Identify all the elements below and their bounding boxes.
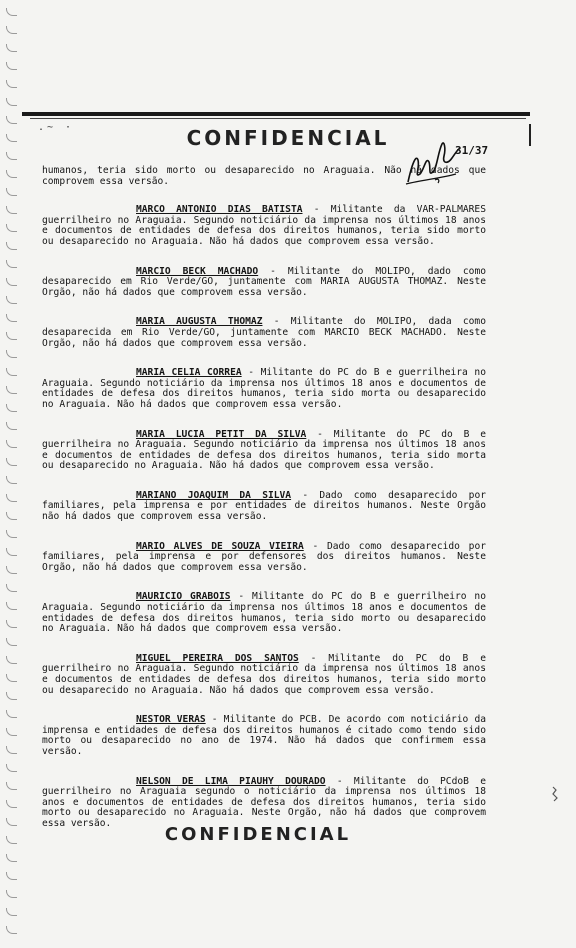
entry-text: - Dado como desaparecido por familiares, pela imprensa e por defensores dos direitos humanos. Neste Orgão, não há dados que comprovem essa versão. [42, 540, 486, 573]
document-body [42, 166, 486, 849]
binding-ring [6, 80, 17, 88]
entry-paragraph [42, 430, 486, 472]
entry-text: - Militante do PC do B e guerrilheiro no Araguaia. Segundo noticiário da imprensa nos últimos 18 anos e documentos de entidades de defesa dos direitos humanos, teria sido morto ou desaparecido no Araguaia. Não há dados que comprovem essa versão. [42, 652, 486, 696]
entry-paragraph [42, 267, 486, 299]
binding-ring [6, 746, 17, 754]
scan-marks: .~ · [38, 122, 75, 133]
binding-ring [6, 476, 17, 484]
binding-ring [6, 296, 17, 304]
entry-paragraph [42, 317, 486, 349]
binding-ring [6, 908, 17, 916]
entry-name: MARCIO BECK MACHADO [136, 265, 259, 277]
binding-ring [6, 872, 17, 880]
entry-name: MIGUEL PEREIRA DOS SANTOS [136, 652, 299, 664]
margin-scribble [551, 786, 559, 802]
entry-name: MARIA AUGUSTA THOMAZ [136, 316, 263, 328]
entry-paragraph [42, 542, 486, 574]
confidential-stamp-top: CONFIDENCIAL [186, 126, 390, 150]
entry-name: MARIA CELIA CORREA [136, 367, 242, 379]
binding-ring [6, 98, 17, 106]
binding-ring [6, 116, 17, 124]
entry-text: - Militante do MOLIPO, dado como desaparecido em Rio Verde/GO, juntamente com MARIA AUGUSTA THOMAZ. Neste Orgão, não há dados que comprovem essa versão. [42, 265, 486, 298]
confidential-stamp-bottom: CONFIDENCIAL [164, 824, 352, 845]
page-number: 31/37 [455, 144, 489, 157]
binding-ring [6, 890, 17, 898]
binding-ring [6, 854, 17, 862]
entry-text: - Militante do PC do B e guerrilheira no Araguaia. Segundo noticiário da imprensa nos últimos 18 anos e documentos de entidades de defesa dos direitos humanos, teria sido morta ou desaparecido no Araguaia. Não há dados que comprovem essa versão. [42, 367, 486, 410]
binding-ring [6, 440, 17, 448]
binding-ring [6, 602, 17, 610]
binding-ring [6, 404, 17, 412]
binding-ring [6, 458, 17, 466]
entry-name: NELSON DE LIMA PIAUHY DOURADO [136, 775, 326, 787]
entry-paragraph [42, 205, 486, 247]
entry-name: MARIA LUCIA PETIT DA SILVA [136, 428, 307, 440]
entry-paragraph [42, 654, 486, 696]
binding-ring [6, 422, 17, 430]
entry-paragraph [42, 592, 486, 634]
entry-name: MAURICIO GRABOIS [136, 591, 231, 603]
binding-ring [6, 332, 17, 340]
binding-ring [6, 782, 17, 790]
binding-ring [6, 692, 17, 700]
entry-text: - Militante do PC do B e guerrilheira no Araguaia. Segundo noticiário da imprensa nos últimos 18 anos e documentos de entidades de defesa dos direitos humanos, teria sido morta ou desaparecido no Araguaia. Não há dados que comprovem essa versão. [42, 428, 486, 472]
binding-ring [6, 224, 17, 232]
binding-ring [6, 530, 17, 538]
entry-text: - Militante do PCdoB e guerrilheiro no Araguaia segundo o noticiário da imprensa nos últimos 18 anos e documentos de entidades de defesa dos direitos humanos, teria sido morto ou desaparecido no Araguaia. Neste Orgão, não há dados que comprovem essa versão. [42, 775, 486, 829]
entry-text: - Militante do PCB. De acordo com noticiário da imprensa e entidades de defesa dos direitos humanos é citado como tendo sido morto ou desaparecido no ano de 1974. Não há dados que confirmem essa versão. [42, 714, 486, 757]
entry-paragraph [42, 491, 486, 523]
binding-ring [6, 926, 17, 934]
binding-ring [6, 728, 17, 736]
binding-ring [6, 368, 17, 376]
binding-ring [6, 206, 17, 214]
entry-text: - Militante do MOLIPO, dada como desaparecida em Rio Verde/GO, juntamente com MARCIO BECK MACHADO. Neste Orgão, não há dados que comprovem essa versão. [42, 316, 486, 349]
entry-name: NESTOR VERAS [136, 714, 206, 726]
entry-name: MARIO ALVES DE SOUZA VIEIRA [136, 540, 304, 552]
entries-list [42, 205, 486, 829]
binding-ring [6, 188, 17, 196]
binding-ring [6, 170, 17, 178]
header-rule-thin [30, 118, 526, 119]
binding-ring [6, 350, 17, 358]
entry-paragraph [42, 715, 486, 757]
binding-ring [6, 548, 17, 556]
binding-ring [6, 566, 17, 574]
binding-ring [6, 512, 17, 520]
header-rule [22, 112, 530, 116]
binding-ring [6, 638, 17, 646]
binding-ring [6, 494, 17, 502]
binding-ring [6, 620, 17, 628]
entry-name: MARIANO JOAQUIM DA SILVA [136, 489, 292, 501]
entry-text: - Militante da VAR-PALMARES guerrilheiro no Araguaia. Segundo noticiário da imprensa nos últimos 18 anos e documentos de entidades de defesa dos direitos humanos, teria sido morto ou desaparecido no Araguaia. Não há dados que comprovem essa versão. [42, 204, 486, 247]
binding-ring [6, 26, 17, 34]
intro-paragraph: humanos, teria sido morto ou desaparecido no Araguaia. Não há dados que comprovem essa versão. [42, 165, 486, 187]
binding-ring [6, 710, 17, 718]
binding-ring [6, 800, 17, 808]
entry-paragraph [42, 368, 486, 410]
entry-text: - Militante do PC do B e guerrilheiro no Araguaia. Segundo noticiário da imprensa nos últimos 18 anos e documentos de entidades de defesa dos direitos humanos, teria sido morto ou desaparecido no Araguaia. Não há dados que comprovem essa versão. [42, 591, 486, 635]
binding-ring [6, 764, 17, 772]
binding-ring [6, 656, 17, 664]
binding-ring [6, 242, 17, 250]
binding-ring [6, 62, 17, 70]
entry-text: - Dado como desaparecido por familiares, pela imprensa e por entidades de direitos humanos. Neste Orgão não há dados que comprovem essa versão. [42, 489, 486, 523]
entry-paragraph [42, 777, 486, 830]
binding-ring [6, 152, 17, 160]
binding-ring [6, 44, 17, 52]
binding-ring [6, 386, 17, 394]
binding-ring [6, 278, 17, 286]
binding-ring [6, 8, 17, 16]
entry-name: MARCO ANTONIO DIAS BATISTA [136, 204, 303, 216]
binding-ring [6, 674, 17, 682]
binding-ring [6, 260, 17, 268]
binding-ring [6, 584, 17, 592]
binding-ring [6, 314, 17, 322]
